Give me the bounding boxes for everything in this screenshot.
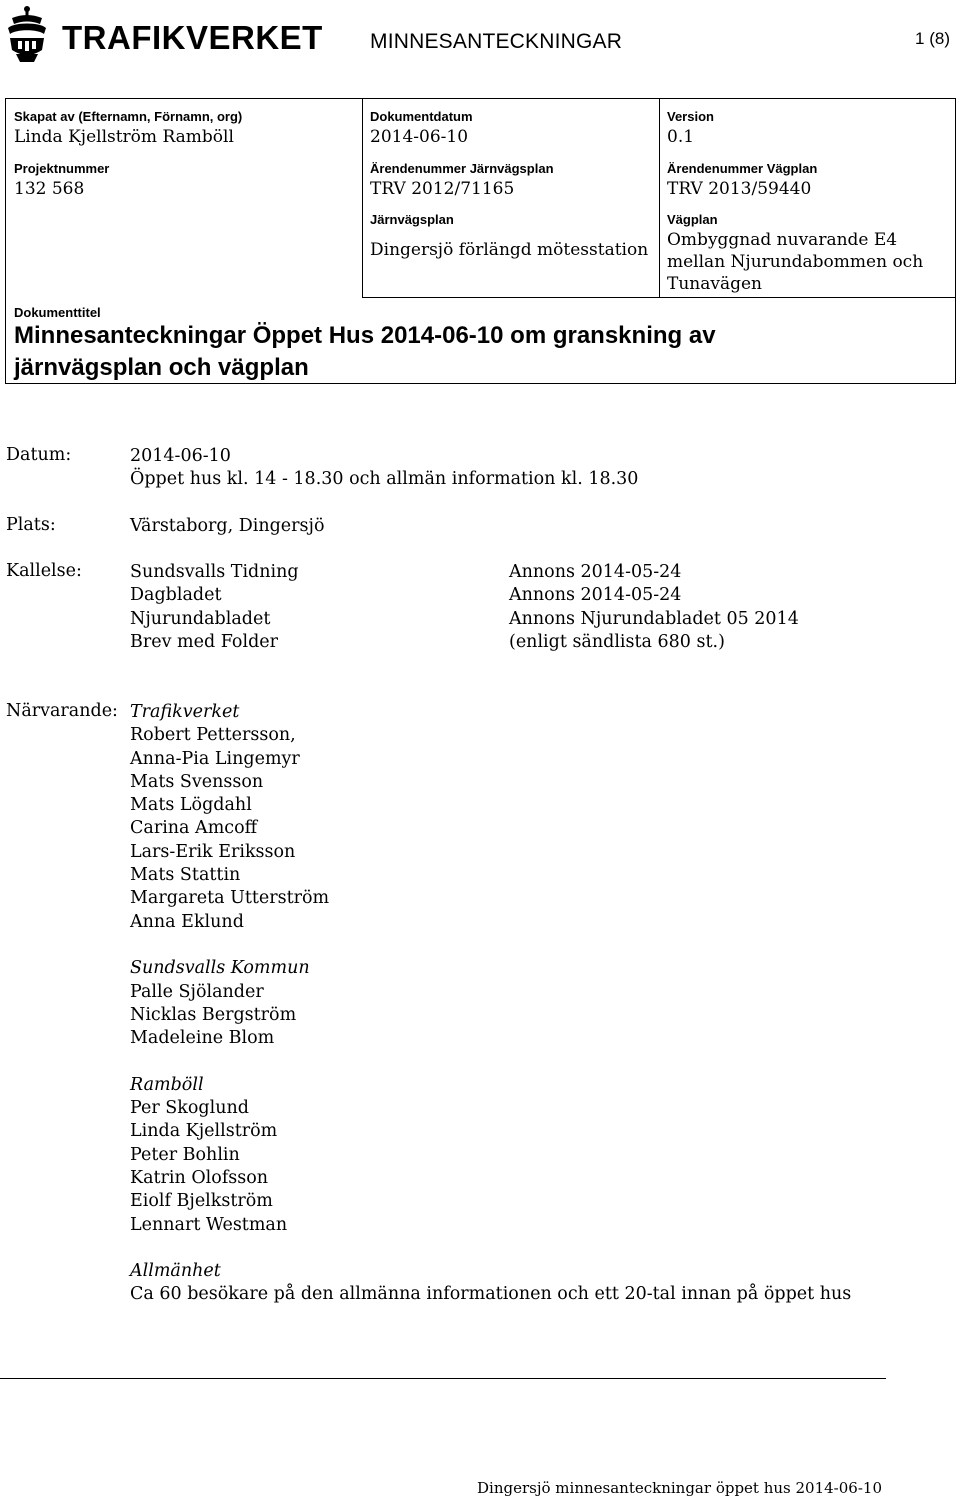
notice-detail: Annons 2014-05-24 [509,585,682,606]
present-label: Närvarande: [6,701,118,721]
attendee: Robert Pettersson, [130,725,296,746]
divider [659,99,660,298]
attendee-group [130,701,851,934]
rail-case-label: Ärendenummer Järnvägsplan [370,161,554,176]
notice-medium: Dagbladet [130,585,222,606]
document-kind: MINNESANTECKNINGAR [370,30,623,53]
attendee: Palle Sjölander [130,981,264,1002]
doc-date-value: 2014-06-10 [370,127,469,147]
attendee-org: Sundsvalls Kommun [130,958,310,979]
place-label: Plats: [6,515,56,535]
attendee-note: Ca 60 besökare på den allmänna informationen och ett 20-tal innan på öppet hus [130,1284,852,1305]
document-title-line: järnvägsplan och vägplan [14,354,309,381]
footer-text: Dingersjö minnesanteckningar öppet hus 2014-06-10 [477,1479,882,1497]
attendee-group [130,1074,851,1237]
notice-media-list [130,561,299,654]
notice-detail-list [509,561,799,654]
attendee: Eiolf Bjelkström [130,1191,273,1212]
version-value: 0.1 [667,127,695,147]
trafikverket-logo [4,4,323,64]
date-detail: Öppet hus kl. 14 - 18.30 och allmän information kl. 18.30 [130,469,639,490]
rail-plan-value: Dingersjö förlängd mötesstation [370,240,649,260]
attendee: Mats Svensson [130,771,264,792]
attendee-org: Allmänhet [130,1261,221,1282]
road-case-label: Ärendenummer Vägplan [667,161,818,176]
attendee-org: Trafikverket [130,702,240,722]
version-label: Version [667,109,714,124]
road-plan-value [667,229,923,295]
attendee-list [130,701,851,1307]
attendee: Linda Kjellström [130,1121,278,1142]
project-no-value: 132 568 [14,179,85,199]
rail-plan-label: Järnvägsplan [370,212,454,227]
attendee: Carina Amcoff [130,818,258,839]
road-plan-line: Ombyggnad nuvarande E4 [667,230,898,250]
notice-label: Kallelse: [6,561,82,581]
road-plan-label: Vägplan [667,212,718,227]
attendee: Nicklas Bergström [130,1004,297,1025]
page-number: 1 (8) [915,29,950,48]
doc-date-label: Dokumentdatum [370,109,473,124]
created-by-value: Linda Kjellström Ramböll [14,127,234,147]
road-plan-line: Tunavägen [667,274,763,294]
attendee: Margareta Utterström [130,888,330,909]
document-title-line: Minnesanteckningar Öppet Hus 2014-06-10 om granskning av [14,322,716,349]
notice-medium: Sundsvalls Tidning [130,562,299,582]
attendee-org: Ramböll [130,1074,204,1095]
attendee: Anna Eklund [130,911,244,932]
attendee-group [130,1260,851,1307]
attendee: Lennart Westman [130,1214,288,1235]
date-block [130,445,638,492]
attendee: Katrin Olofsson [130,1167,269,1188]
divider [362,99,363,298]
project-no-label: Projektnummer [14,161,110,176]
document-title [14,320,914,384]
attendee: Anna-Pia Lingemyr [130,748,300,769]
notice-medium: Njurundabladet [130,608,271,629]
rail-case-value: TRV 2012/71165 [370,179,515,199]
notice-detail: Annons 2014-05-24 [509,562,682,582]
document-info-box [5,98,956,384]
attendee: Mats Lögdahl [130,795,252,816]
divider [362,297,956,298]
attendee-group [130,957,851,1050]
attendee: Lars-Erik Eriksson [130,841,296,862]
notice-detail: (enligt sändlista 680 st.) [509,631,725,652]
road-plan-line: mellan Njurundabommen och [667,252,924,272]
doc-title-label: Dokumenttitel [14,305,101,320]
road-case-value: TRV 2013/59440 [667,179,812,199]
notice-medium: Brev med Folder [130,631,278,652]
logo-wordmark: TRAFIKVERKET [62,19,323,56]
notice-detail: Annons Njurundabladet 05 2014 [509,608,799,629]
created-by-label: Skapat av (Efternamn, Förnamn, org) [14,109,243,124]
attendee: Per Skoglund [130,1098,249,1119]
place-value: Värstaborg, Dingersjö [130,516,325,536]
attendee: Peter Bohlin [130,1144,240,1165]
attendee: Mats Stattin [130,865,241,886]
footer-divider [0,1378,886,1379]
date-label: Datum: [6,445,72,465]
date-value: 2014-06-10 [130,446,231,466]
attendee: Madeleine Blom [130,1028,275,1049]
